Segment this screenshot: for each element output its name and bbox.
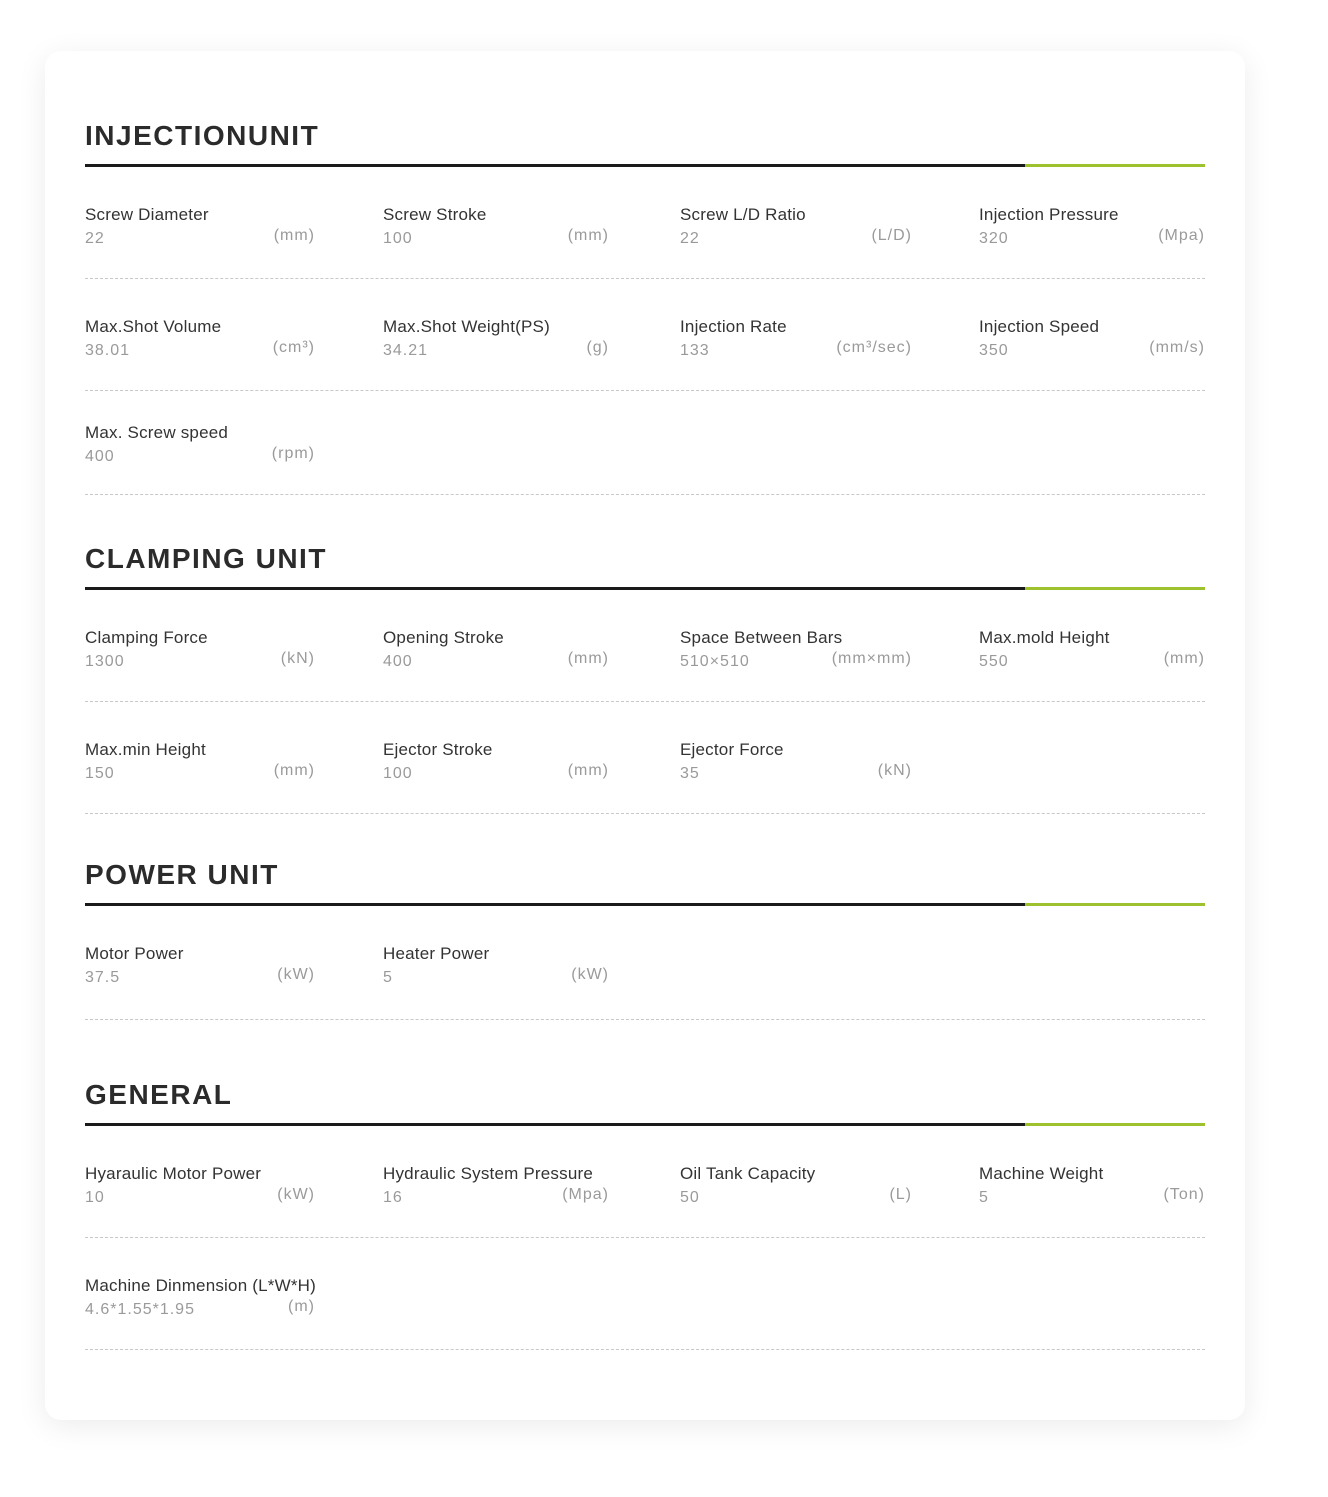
- spec-value: 5: [979, 1189, 989, 1206]
- spec-row: [85, 702, 1205, 814]
- spec-label: Hydraulic System Pressure: [383, 1164, 594, 1183]
- section-injection-unit: [85, 121, 1205, 495]
- spec-label: Max.Shot Weight(PS): [383, 317, 550, 336]
- spec-label: Ejector Force: [680, 740, 784, 759]
- spec-unit: (L): [889, 1186, 912, 1203]
- spec-screw-stroke: [383, 205, 609, 255]
- spec-clamping-force: [85, 628, 315, 678]
- spec-unit: (kW): [277, 966, 315, 983]
- spec-value: 100: [383, 230, 413, 247]
- spec-injection-speed: [979, 317, 1205, 367]
- spec-heater-power: [383, 944, 609, 994]
- spec-unit: (mm): [273, 762, 315, 779]
- spec-row: [85, 279, 1205, 391]
- spec-label: Heater Power: [383, 944, 490, 963]
- spec-max-screw-speed: [85, 423, 315, 473]
- spec-injection-rate: [680, 317, 912, 367]
- spec-label: Opening Stroke: [383, 628, 504, 647]
- section-title: INJECTIONUNIT: [85, 120, 320, 151]
- spec-row: [85, 391, 1205, 495]
- spec-value: 133: [680, 342, 710, 359]
- spec-space-between-bars: [680, 628, 912, 678]
- spec-row: [85, 906, 1205, 1020]
- spec-unit: (mm×mm): [831, 650, 912, 667]
- spec-label: Oil Tank Capacity: [680, 1164, 816, 1183]
- spec-unit: (m): [288, 1298, 315, 1315]
- spec-hydraulic-system-pressure: [383, 1164, 609, 1214]
- spec-value: 350: [979, 342, 1009, 359]
- spec-label: Injection Pressure: [979, 205, 1119, 224]
- spec-unit: (kN): [877, 762, 912, 779]
- spec-motor-power: [85, 944, 315, 994]
- spec-value: 400: [383, 653, 413, 670]
- spec-value: 320: [979, 230, 1009, 247]
- spec-label: Motor Power: [85, 944, 184, 963]
- section-power-unit: [85, 860, 1205, 1020]
- spec-value: 400: [85, 448, 115, 465]
- spec-machine-dimension: [85, 1276, 315, 1326]
- section-title: CLAMPING UNIT: [85, 543, 327, 574]
- spec-unit: (Mpa): [562, 1186, 609, 1203]
- spec-unit: (mm): [567, 650, 609, 667]
- spec-row: [85, 167, 1205, 279]
- spec-screw-diameter: [85, 205, 315, 255]
- spec-unit: (mm): [567, 762, 609, 779]
- spec-value: 22: [680, 230, 700, 247]
- spec-row: [85, 1126, 1205, 1238]
- spec-unit: (mm): [273, 227, 315, 244]
- spec-oil-tank-capacity: [680, 1164, 912, 1214]
- spec-value: 34.21: [383, 342, 429, 359]
- spec-value: 1300: [85, 653, 125, 670]
- spec-card: [45, 51, 1245, 1420]
- spec-value: 510×510: [680, 653, 750, 670]
- spec-unit: (cm³): [272, 339, 315, 356]
- spec-opening-stroke: [383, 628, 609, 678]
- spec-unit: (mm/s): [1149, 339, 1205, 356]
- section-clamping-unit: [85, 544, 1205, 814]
- spec-unit: (Mpa): [1158, 227, 1205, 244]
- spec-label: Injection Speed: [979, 317, 1100, 336]
- spec-value: 10: [85, 1189, 105, 1206]
- spec-label: Ejector Stroke: [383, 740, 493, 759]
- spec-value: 38.01: [85, 342, 131, 359]
- spec-value: 150: [85, 765, 115, 782]
- spec-label: Space Between Bars: [680, 628, 843, 647]
- spec-label: Max.mold Height: [979, 628, 1110, 647]
- spec-unit: (mm): [567, 227, 609, 244]
- spec-max-min-height: [85, 740, 315, 790]
- spec-label: Screw Stroke: [383, 205, 487, 224]
- spec-label: Hyaraulic Motor Power: [85, 1164, 262, 1183]
- spec-screw-ld-ratio: [680, 205, 912, 255]
- spec-label: Max. Screw speed: [85, 423, 229, 442]
- spec-label: Machine Weight: [979, 1164, 1104, 1183]
- spec-machine-weight: [979, 1164, 1205, 1214]
- spec-value: 5: [383, 969, 393, 986]
- spec-unit: (cm³/sec): [836, 339, 912, 356]
- section-title: GENERAL: [85, 1079, 233, 1110]
- spec-unit: (L/D): [871, 227, 912, 244]
- spec-hydraulic-motor-power: [85, 1164, 315, 1214]
- spec-unit: (rpm): [271, 445, 315, 462]
- spec-value: 4.6*1.55*1.95: [85, 1301, 195, 1318]
- section-general: [85, 1080, 1205, 1350]
- spec-value: 100: [383, 765, 413, 782]
- section-title: POWER UNIT: [85, 859, 279, 890]
- spec-unit: (g): [586, 339, 609, 356]
- spec-unit: (mm): [1163, 650, 1205, 667]
- spec-label: Screw L/D Ratio: [680, 205, 806, 224]
- spec-value: 37.5: [85, 969, 121, 986]
- spec-label: Max.min Height: [85, 740, 206, 759]
- spec-max-shot-weight: [383, 317, 609, 367]
- spec-value: 550: [979, 653, 1009, 670]
- spec-injection-pressure: [979, 205, 1205, 255]
- spec-row: [85, 1238, 1205, 1350]
- spec-label: Max.Shot Volume: [85, 317, 222, 336]
- spec-row: [85, 590, 1205, 702]
- spec-unit: (kN): [280, 650, 315, 667]
- spec-unit: (kW): [571, 966, 609, 983]
- spec-value: 50: [680, 1189, 700, 1206]
- spec-label: Machine Dinmension (L*W*H): [85, 1276, 316, 1295]
- spec-value: 22: [85, 230, 105, 247]
- spec-unit: (Ton): [1163, 1186, 1205, 1203]
- spec-label: Screw Diameter: [85, 205, 209, 224]
- spec-value: 35: [680, 765, 700, 782]
- spec-label: Injection Rate: [680, 317, 787, 336]
- spec-unit: (kW): [277, 1186, 315, 1203]
- spec-label: Clamping Force: [85, 628, 208, 647]
- spec-ejector-force: [680, 740, 912, 790]
- spec-max-shot-volume: [85, 317, 315, 367]
- spec-max-mold-height: [979, 628, 1205, 678]
- spec-ejector-stroke: [383, 740, 609, 790]
- spec-value: 16: [383, 1189, 403, 1206]
